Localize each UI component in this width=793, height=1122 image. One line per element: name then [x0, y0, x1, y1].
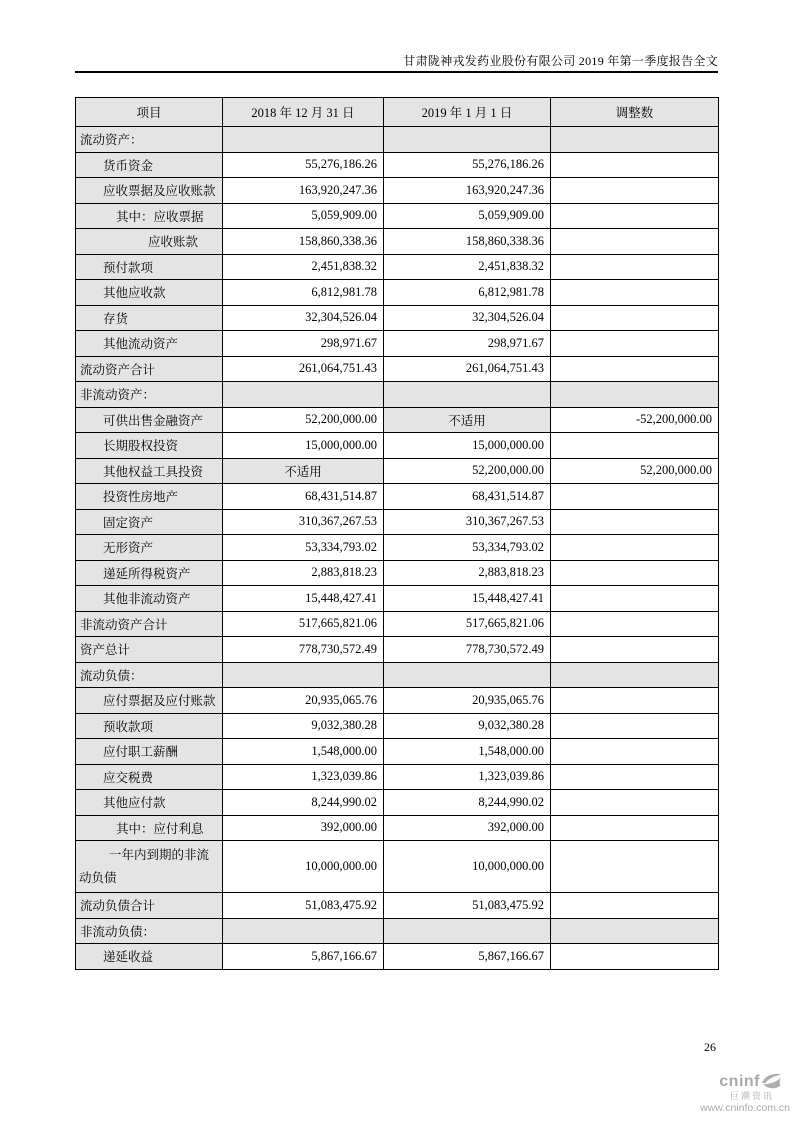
item-label-cell: 其他应付款: [76, 790, 223, 816]
table-row: [76, 586, 719, 612]
item-label-cell: 递延所得税资产: [76, 560, 223, 586]
item-label-cell: 预收款项: [76, 713, 223, 739]
value-2018-cell: 15,448,427.41: [223, 586, 384, 612]
section-row: [76, 382, 719, 408]
item-label-cell: 其他应收款: [76, 280, 223, 306]
balance-sheet-table: [75, 97, 719, 970]
value-2018-cell: 5,867,166.67: [223, 944, 384, 970]
item-label-cell: 应付职工薪酬: [76, 739, 223, 765]
value-2018-cell: 163,920,247.36: [223, 178, 384, 204]
value-2019-cell: 68,431,514.87: [384, 484, 551, 510]
adjustment-cell: [551, 586, 719, 612]
adjustment-cell: [551, 815, 719, 841]
value-2019-cell: 20,935,065.76: [384, 688, 551, 714]
value-2019-cell: 8,244,990.02: [384, 790, 551, 816]
table-row: [76, 535, 719, 561]
table-row: [76, 331, 719, 357]
item-label-cell: 递延收益: [76, 944, 223, 970]
value-2019-cell: 5,059,909.00: [384, 203, 551, 229]
table-row: [76, 509, 719, 535]
item-label-cell: 应收票据及应收账款: [76, 178, 223, 204]
cninfo-logo-url: www.cninfo.com.cn: [700, 1102, 790, 1114]
adjustment-cell: -52,200,000.00: [551, 407, 719, 433]
table-row: [76, 254, 719, 280]
item-label-cell: 无形资产: [76, 535, 223, 561]
adjustment-cell: [551, 127, 719, 153]
value-2019-cell: 1,548,000.00: [384, 739, 551, 765]
value-2019-cell: 1,323,039.86: [384, 764, 551, 790]
table-body: [76, 127, 719, 970]
adjustment-cell: [551, 739, 719, 765]
item-label-cell: 非流动资产：: [76, 382, 223, 408]
adjustment-cell: [551, 893, 719, 919]
adjustment-cell: [551, 764, 719, 790]
value-2019-cell: 51,083,475.92: [384, 893, 551, 919]
table-row: [76, 713, 719, 739]
table-row: [76, 305, 719, 331]
table-row: [76, 280, 719, 306]
value-2019-cell: [384, 662, 551, 688]
table-row: [76, 458, 719, 484]
item-label-cell: 其中：应付利息: [76, 815, 223, 841]
adjustment-cell: [551, 331, 719, 357]
value-2018-cell: 298,971.67: [223, 331, 384, 357]
table-row: [76, 229, 719, 255]
adjustment-cell: [551, 433, 719, 459]
value-2019-cell: 15,000,000.00: [384, 433, 551, 459]
table-row: [76, 356, 719, 382]
table-row: [76, 764, 719, 790]
item-label-cell: 非流动资产合计: [76, 611, 223, 637]
item-label-cell: 存货: [76, 305, 223, 331]
value-2019-cell: 778,730,572.49: [384, 637, 551, 663]
table-row: [76, 484, 719, 510]
value-2019-cell: 392,000.00: [384, 815, 551, 841]
item-label-cell: 应收账款: [76, 229, 223, 255]
page-number: 26: [704, 1040, 716, 1054]
value-2018-cell: 2,883,818.23: [223, 560, 384, 586]
item-label-cell: 流动资产：: [76, 127, 223, 153]
adjustment-cell: [551, 535, 719, 561]
value-2019-cell: 55,276,186.26: [384, 152, 551, 178]
section-row: [76, 662, 719, 688]
adjustment-cell: [551, 382, 719, 408]
item-label-cell: 资产总计: [76, 637, 223, 663]
item-label-cell: 预付款项: [76, 254, 223, 280]
value-2019-cell: [384, 918, 551, 944]
cninfo-logo-subtitle: 巨潮资讯: [729, 1091, 774, 1101]
col-header-adjustment: 调整数: [551, 98, 719, 127]
col-header-2019-01-01: 2019 年 1 月 1 日: [384, 98, 551, 127]
value-2018-cell: 20,935,065.76: [223, 688, 384, 714]
value-2018-cell: 2,451,838.32: [223, 254, 384, 280]
item-label-cell: 流动资产合计: [76, 356, 223, 382]
adjustment-cell: [551, 229, 719, 255]
value-2018-cell: 8,244,990.02: [223, 790, 384, 816]
table-row: [76, 611, 719, 637]
value-2018-cell: [223, 918, 384, 944]
adjustment-cell: [551, 280, 719, 306]
adjustment-cell: [551, 254, 719, 280]
value-2019-cell: 9,032,380.28: [384, 713, 551, 739]
cninfo-logo-row: [690, 1073, 790, 1090]
value-2019-cell: 不适用: [384, 407, 551, 433]
item-label-cell: 流动负债：: [76, 662, 223, 688]
value-2019-cell: 2,451,838.32: [384, 254, 551, 280]
item-label-cell: 长期股权投资: [76, 433, 223, 459]
value-2018-cell: 不适用: [223, 458, 384, 484]
value-2018-cell: 261,064,751.43: [223, 356, 384, 382]
value-2018-cell: 55,276,186.26: [223, 152, 384, 178]
item-label-cell: 可供出售金融资产: [76, 407, 223, 433]
value-2018-cell: 32,304,526.04: [223, 305, 384, 331]
adjustment-cell: [551, 178, 719, 204]
table-row: [76, 637, 719, 663]
value-2018-cell: 51,083,475.92: [223, 893, 384, 919]
value-2018-cell: 15,000,000.00: [223, 433, 384, 459]
value-2019-cell: 10,000,000.00: [384, 841, 551, 893]
section-row: [76, 127, 719, 153]
section-row: [76, 918, 719, 944]
adjustment-cell: [551, 944, 719, 970]
value-2019-cell: 32,304,526.04: [384, 305, 551, 331]
col-header-2018-12-31: 2018 年 12 月 31 日: [223, 98, 384, 127]
value-2018-cell: 52,200,000.00: [223, 407, 384, 433]
value-2019-cell: 261,064,751.43: [384, 356, 551, 382]
item-label-cell: 投资性房地产: [76, 484, 223, 510]
adjustment-cell: [551, 509, 719, 535]
adjustment-cell: [551, 713, 719, 739]
cninfo-logo: [690, 1073, 790, 1114]
value-2018-cell: 310,367,267.53: [223, 509, 384, 535]
adjustment-cell: [551, 484, 719, 510]
item-label-cell: 货币资金: [76, 152, 223, 178]
table-row: [76, 560, 719, 586]
value-2019-cell: 53,334,793.02: [384, 535, 551, 561]
value-2019-cell: 310,367,267.53: [384, 509, 551, 535]
adjustment-cell: [551, 662, 719, 688]
table-row: [76, 433, 719, 459]
adjustment-cell: [551, 918, 719, 944]
item-label-cell: 非流动负债：: [76, 918, 223, 944]
value-2018-cell: 392,000.00: [223, 815, 384, 841]
value-2019-cell: [384, 382, 551, 408]
adjustment-cell: [551, 611, 719, 637]
value-2019-cell: 15,448,427.41: [384, 586, 551, 612]
value-2018-cell: 158,860,338.36: [223, 229, 384, 255]
table-row: [76, 739, 719, 765]
table-row: [76, 893, 719, 919]
table-row: [76, 815, 719, 841]
adjustment-cell: [551, 560, 719, 586]
value-2019-cell: 163,920,247.36: [384, 178, 551, 204]
value-2018-cell: 517,665,821.06: [223, 611, 384, 637]
value-2019-cell: 5,867,166.67: [384, 944, 551, 970]
item-label-cell: 其他权益工具投资: [76, 458, 223, 484]
item-label-cell: 其中：应收票据: [76, 203, 223, 229]
adjustment-cell: [551, 688, 719, 714]
value-2018-cell: 778,730,572.49: [223, 637, 384, 663]
adjustment-cell: 52,200,000.00: [551, 458, 719, 484]
value-2019-cell: 2,883,818.23: [384, 560, 551, 586]
table-row: [76, 152, 719, 178]
value-2018-cell: 1,323,039.86: [223, 764, 384, 790]
value-2018-cell: 53,334,793.02: [223, 535, 384, 561]
adjustment-cell: [551, 305, 719, 331]
table-row: [76, 944, 719, 970]
value-2019-cell: [384, 127, 551, 153]
table-row: [76, 178, 719, 204]
value-2018-cell: [223, 662, 384, 688]
header-rule: [75, 71, 718, 73]
table-row: [76, 841, 719, 893]
item-label-cell: 固定资产: [76, 509, 223, 535]
page-header-title: 甘肃陇神戎发药业股份有限公司 2019 年第一季度报告全文: [403, 54, 718, 68]
cninfo-swoosh-icon: [761, 1073, 782, 1090]
value-2018-cell: [223, 382, 384, 408]
item-label-cell: 流动负债合计: [76, 893, 223, 919]
value-2018-cell: 9,032,380.28: [223, 713, 384, 739]
value-2018-cell: 1,548,000.00: [223, 739, 384, 765]
adjustment-cell: [551, 152, 719, 178]
value-2018-cell: 6,812,981.78: [223, 280, 384, 306]
adjustment-cell: [551, 203, 719, 229]
item-label-cell: 应交税费: [76, 764, 223, 790]
value-2019-cell: 6,812,981.78: [384, 280, 551, 306]
value-2019-cell: 298,971.67: [384, 331, 551, 357]
table-row: [76, 203, 719, 229]
table-row: [76, 688, 719, 714]
value-2019-cell: 158,860,338.36: [384, 229, 551, 255]
value-2018-cell: [223, 127, 384, 153]
item-label-cell: 一年内到期的非流动负债: [76, 841, 223, 893]
adjustment-cell: [551, 356, 719, 382]
value-2019-cell: 517,665,821.06: [384, 611, 551, 637]
item-label-cell: 应付票据及应付账款: [76, 688, 223, 714]
cninfo-logo-text: cninf: [719, 1072, 760, 1090]
value-2018-cell: 68,431,514.87: [223, 484, 384, 510]
table-row: [76, 407, 719, 433]
value-2018-cell: 10,000,000.00: [223, 841, 384, 893]
adjustment-cell: [551, 841, 719, 893]
item-label-cell: 其他非流动资产: [76, 586, 223, 612]
adjustment-cell: [551, 790, 719, 816]
value-2019-cell: 52,200,000.00: [384, 458, 551, 484]
adjustment-cell: [551, 637, 719, 663]
value-2018-cell: 5,059,909.00: [223, 203, 384, 229]
item-label-cell: 其他流动资产: [76, 331, 223, 357]
table-header-row: [76, 98, 719, 127]
table-row: [76, 790, 719, 816]
col-header-item: 项目: [76, 98, 223, 127]
